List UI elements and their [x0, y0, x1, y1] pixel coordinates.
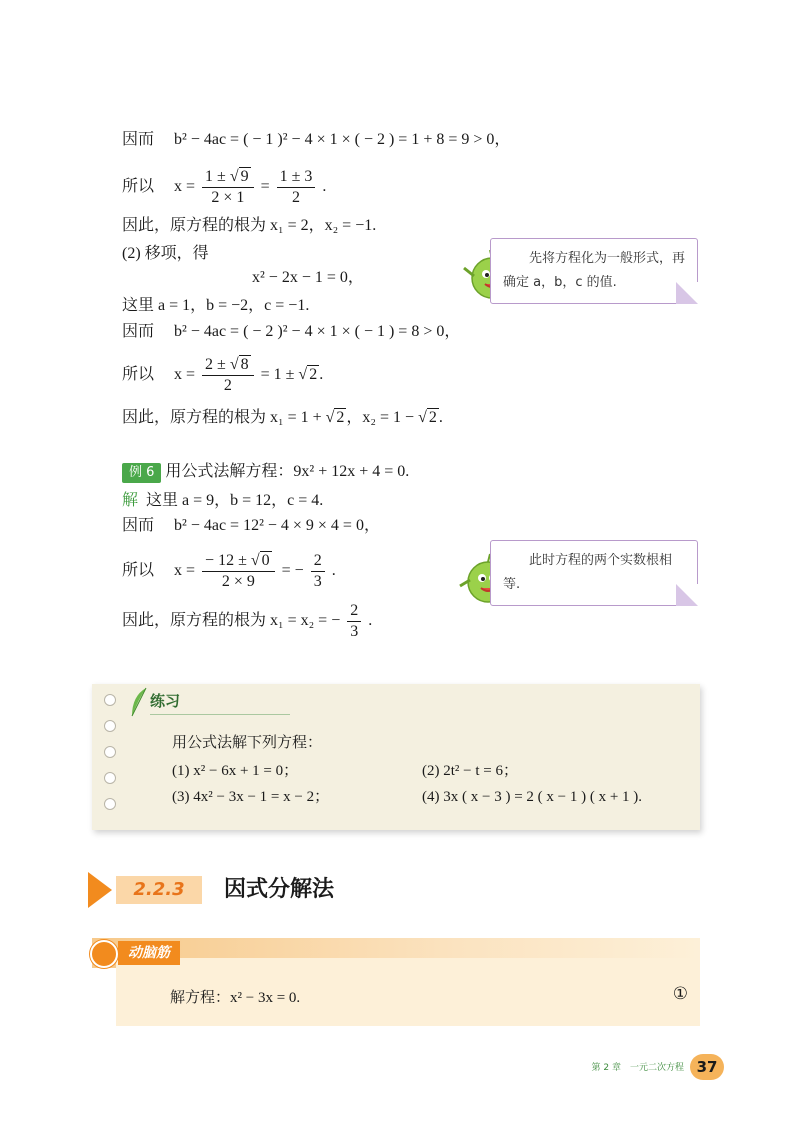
- fraction-2: [277, 168, 316, 207]
- think-label: 动脑筋: [118, 941, 180, 965]
- practice-item-1: (1) x² − 6x + 1 = 0；: [172, 763, 299, 779]
- line-coefficients-1: 这里 a = 1，b = −2，c = −1.: [122, 297, 310, 314]
- period: .: [319, 366, 324, 384]
- radicand: 9: [240, 168, 249, 185]
- practice-intro: 用公式法解下列方程：: [172, 735, 323, 751]
- equals: = −: [281, 562, 304, 580]
- denominator: 3: [313, 573, 322, 590]
- page-number: 37: [690, 1054, 724, 1080]
- section-title: 因式分解法: [224, 877, 335, 902]
- section-number: 2.2.3: [116, 876, 202, 904]
- hint-note-2: [490, 540, 698, 606]
- practice-item-2: (2) 2t² − t = 6；: [422, 763, 518, 779]
- note-text: 先将方程化为一般形式，再确定 a，b，c 的值.: [503, 251, 686, 290]
- fraction-1: $\frac{- 12 \pm √ 0}{2 \times 9}$: [202, 552, 275, 591]
- period: .: [331, 562, 336, 580]
- example-text: 用公式法解方程：9x² + 12x + 4 = 0.: [165, 463, 410, 480]
- line-discriminant-1: [122, 128, 510, 152]
- radicand: 0: [261, 552, 270, 569]
- fraction-1: $\frac{1 \pm √ 9}{2 \times 1}$: [202, 168, 254, 207]
- gear-badge-icon: [90, 940, 118, 968]
- text: 因此，原方程的根为 x₁ = 1 +: [122, 409, 326, 426]
- label-yin-er: 因而: [122, 323, 155, 340]
- tail: = 1 ±: [260, 366, 299, 384]
- page-fold: [676, 282, 698, 304]
- numerator: 2 ±: [205, 356, 230, 373]
- label-yin-er: 因而: [122, 131, 155, 148]
- practice-box: [92, 684, 700, 830]
- binder-ring-icon: [104, 772, 116, 784]
- lhs: x =: [174, 562, 196, 580]
- numerator: − 12 ±: [205, 552, 251, 569]
- line-roots-1: 因此，原方程的根为 x₁ = 2，x₂ = −1.: [122, 217, 377, 234]
- lhs: x =: [174, 366, 196, 384]
- text: 这里 a = 9，b = 12，c = 4.: [146, 492, 324, 509]
- page-fold: [676, 584, 698, 606]
- line-equation-2: x² − 2x − 1 = 0，: [252, 269, 364, 286]
- title-underline: [150, 714, 290, 715]
- period: .: [368, 612, 373, 630]
- binder-ring-icon: [104, 746, 116, 758]
- radicand: 2: [336, 409, 345, 426]
- text: 因此，原方程的根为 x₁ = x₂ = −: [122, 612, 341, 630]
- equals: =: [260, 178, 270, 196]
- period: .: [438, 409, 443, 426]
- binder-ring-icon: [104, 694, 116, 706]
- numerator: 1 ±: [205, 168, 230, 185]
- section-arrow-icon: [88, 872, 112, 908]
- hint-note-1: [490, 238, 698, 304]
- period: .: [322, 178, 327, 196]
- denominator: 2 × 1: [211, 189, 245, 206]
- fraction-2: [311, 552, 325, 591]
- line-discriminant-2: [122, 320, 460, 344]
- expr: b² − 4ac = ( − 1 )² − 4 × 1 × ( − 2 ) = 1 + 8 = 9 > 0，: [174, 131, 511, 148]
- numerator: 1 ± 3: [277, 168, 316, 188]
- denominator: 2 × 9: [221, 573, 255, 590]
- label-suo-yi: 所以: [122, 366, 155, 384]
- denominator: 2: [223, 377, 232, 394]
- radicand: 2: [428, 409, 437, 426]
- label-suo-yi: 所以: [122, 562, 155, 580]
- mid: ，x₂ = 1 −: [346, 409, 419, 426]
- practice-item-4: (4) 3x ( x − 3 ) = 2 ( x − 1 ) ( x + 1 ).: [422, 789, 643, 805]
- radicand: 8: [240, 356, 249, 373]
- line-solution-ex6: [122, 552, 336, 591]
- practice-title: 练习: [150, 692, 181, 710]
- line-solution-2: 所以 x = $\frac{2 \pm √ 8}{2}$ = 1 ± √ 2 .: [122, 356, 324, 394]
- expr: b² − 4ac = 12² − 4 × 9 × 4 = 0，: [174, 517, 380, 534]
- label-suo-yi: 所以: [122, 178, 155, 196]
- numerator: 2: [311, 552, 325, 572]
- numerator: 2: [347, 602, 361, 622]
- lhs: x =: [174, 178, 196, 196]
- feather-icon: [128, 686, 150, 718]
- fraction-1: $\frac{2 \pm √ 8}{2}$: [202, 356, 254, 395]
- practice-item-3: (3) 4x² − 3x − 1 = x − 2；: [172, 789, 330, 805]
- line-discriminant-ex6: [122, 514, 380, 538]
- example-tag: 例 6: [122, 463, 161, 483]
- equation-marker: ①: [672, 984, 688, 1003]
- chapter-footer: 第 2 章 一元二次方程: [591, 1063, 684, 1073]
- expr: b² − 4ac = ( − 2 )² − 4 × 1 × ( − 1 ) = 8 > 0，: [174, 323, 461, 340]
- denominator: 2: [292, 189, 301, 206]
- binder-ring-icon: [104, 720, 116, 732]
- think-text: 解方程：x² − 3x = 0.: [170, 990, 301, 1006]
- jie-label: 解: [122, 490, 139, 509]
- label-yin-er: 因而: [122, 517, 155, 534]
- line-coefficients-ex6: [122, 488, 323, 513]
- line-step-2: (2) 移项，得: [122, 245, 209, 262]
- line-roots-ex6: [122, 602, 372, 641]
- example-6-heading: [122, 460, 409, 484]
- note-text: 此时方程的两个实数根相等.: [503, 553, 673, 592]
- fraction: [347, 602, 361, 641]
- binder-ring-icon: [104, 798, 116, 810]
- radicand: 2: [309, 366, 318, 384]
- line-solution-1: [122, 168, 326, 207]
- line-roots-2: 因此，原方程的根为 x₁ = 1 + √ 2 ，x₂ = 1 − √ 2 .: [122, 409, 443, 426]
- denominator: 3: [350, 623, 359, 640]
- think-box: [116, 958, 700, 1026]
